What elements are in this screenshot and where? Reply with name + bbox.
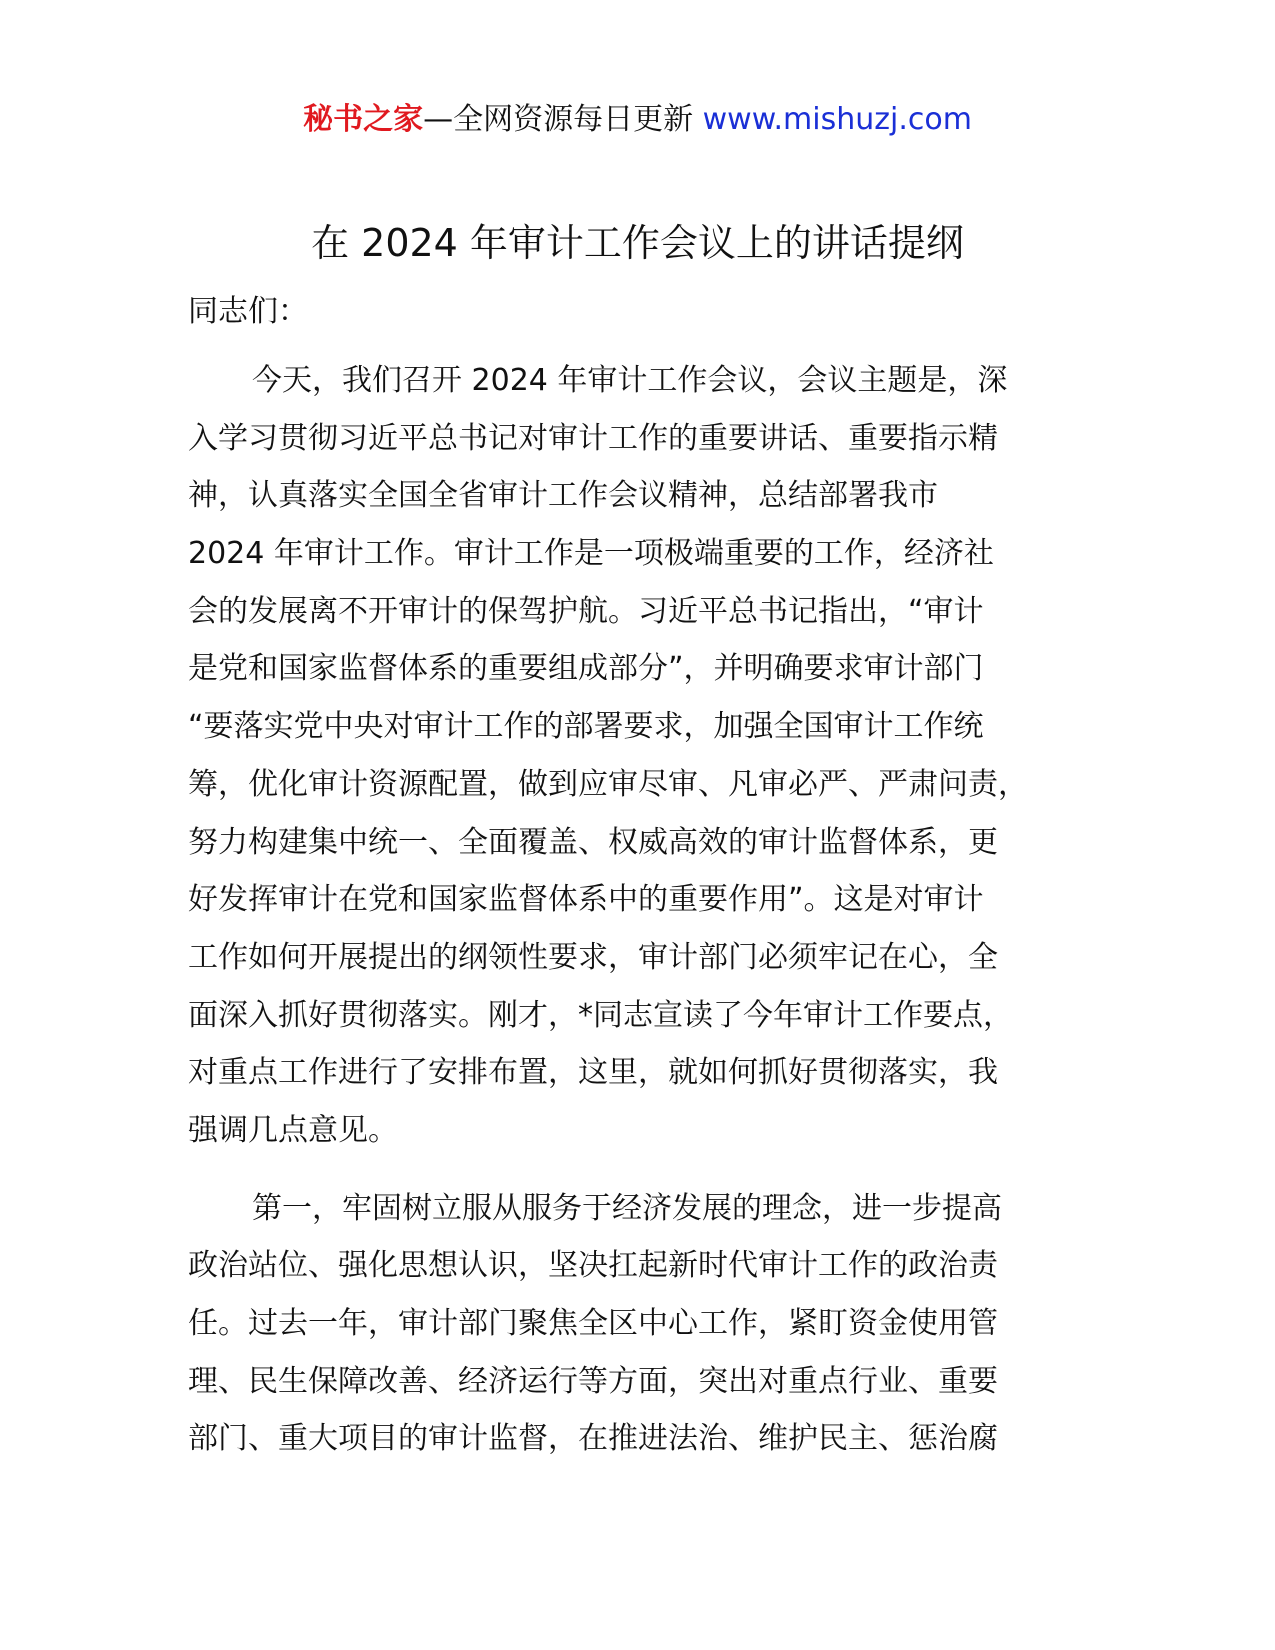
paragraph-line: 部门、重大项目的审计监督，在推进法治、维护民主、惩治腐 [188,1421,998,1457]
paragraph-line: 好发挥审计在党和国家监督体系中的重要作用”。这是对审计 [188,882,984,918]
paragraph-1 [188,352,1088,1160]
paragraph-line: 入学习贯彻习近平总书记对审计工作的重要讲话、重要指示精 [188,420,998,456]
paragraph-line: 第一，牢固树立服从服务于经济发展的理念，进一步提高 [252,1190,1002,1226]
site-url-link[interactable]: www.mishuzj.com [702,102,972,137]
salutation: 同志们： [188,294,308,329]
paragraph-line: 会的发展离不开审计的保驾护航。习近平总书记指出，“审计 [188,593,984,629]
paragraph-line: 今天，我们召开 2024 年审计工作会议，会议主题是，深 [252,363,1008,398]
paragraph-line: “要落实党中央对审计工作的部署要求，加强全国审计工作统 [188,709,984,745]
paragraph-line: 面深入抓好贯彻落实。刚才，*同志宣读了今年审计工作要点， [188,997,1013,1033]
site-header [0,100,1275,140]
paragraph-line: 理、民生保障改善、经济运行等方面，突出对重点行业、重要 [188,1363,998,1399]
paragraph-line: 筹，优化审计资源配置，做到应审尽审、凡审必严、严肃问责， [188,766,1028,802]
paragraph-line: 是党和国家监督体系的重要组成部分”，并明确要求审计部门 [188,651,984,687]
paragraph-line: 神，认真落实全国全省审计工作会议精神，总结部署我市 [188,478,938,514]
paragraph-line: 政治站位、强化思想认识，坚决扛起新时代审计工作的政治责 [188,1248,998,1284]
paragraph-line: 2024 年审计工作。审计工作是一项极端重要的工作，经济社 [188,536,994,572]
document-body [188,290,1088,1468]
paragraph-line: 工作如何开展提出的纲领性要求，审计部门必须牢记在心，全 [188,939,998,975]
paragraph-line: 对重点工作进行了安排布置，这里，就如何抓好贯彻落实，我 [188,1055,998,1091]
site-tagline: —全网资源每日更新 [423,102,694,137]
paragraph-line: 任。过去一年，审计部门聚焦全区中心工作，紧盯资金使用管 [188,1306,998,1341]
paragraph-2 [188,1180,1088,1468]
paragraph-line: 强调几点意见。 [188,1112,398,1148]
site-brand: 秘书之家 [303,102,424,137]
paragraph-line: 努力构建集中统一、全面覆盖、权威高效的审计监督体系，更 [188,824,998,860]
document-title: 在 2024 年审计工作会议上的讲话提纲 [311,221,964,265]
